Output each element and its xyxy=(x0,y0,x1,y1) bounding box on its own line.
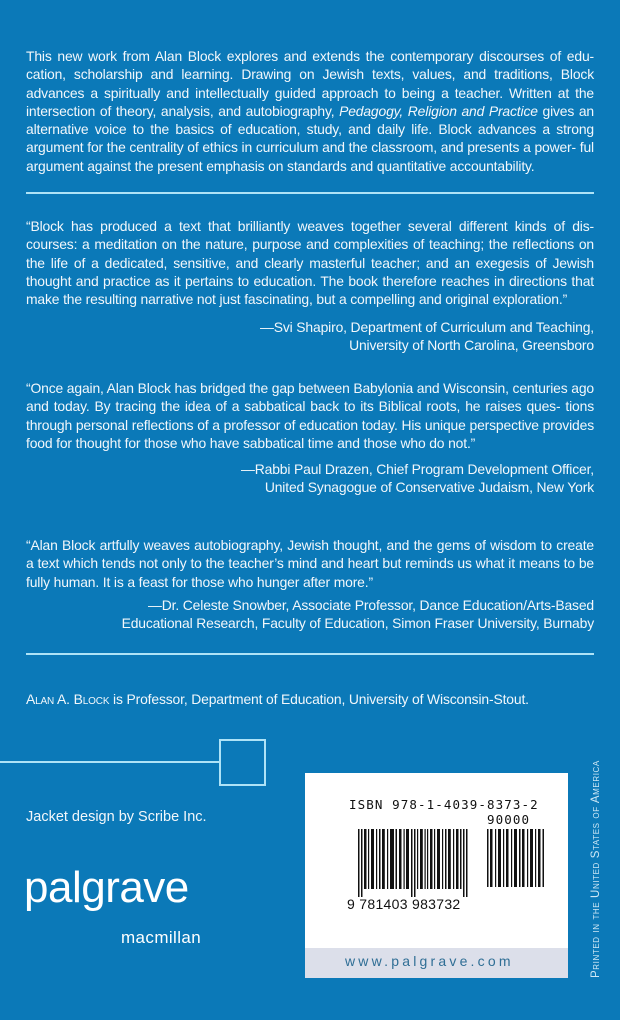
quote-2-attribution-line2: United Synagogue of Conservative Judaism, New York xyxy=(264,479,594,496)
quote-2-attribution-line1: —Rabbi Paul Drazen, Chief Program Development Officer, xyxy=(241,461,594,477)
isbn-barcode-box xyxy=(305,773,568,978)
description-text-2: gives an alternative voice to the basics of education, study, and daily life. Block advances a strong argument for the centrality of ethics in curriculum and the classroom, and presents a power- ful argument against the present emphasis on standards and quantitative accountability. xyxy=(26,102,594,174)
author-name: Alan A. Block xyxy=(26,691,110,707)
separator-rule-top xyxy=(26,192,594,194)
quote-2-text: “Once again, Alan Block has bridged the gap between Babylonia and Wisconsin, centuries ago and today. By tracing the idea of a sabbatical back to its Biblical roots, he raises ques- tions through personal reflections of a professor of education today. His unique perspective provides food for thought for those who have sabbatical time and those who do not.” xyxy=(26,380,594,451)
quote-3-attribution xyxy=(26,596,594,633)
book-title-italic: Pedagogy, Religion and Practice xyxy=(339,102,538,119)
quote-1-attribution xyxy=(26,318,594,355)
book-description xyxy=(26,47,594,175)
quote-3-attribution-line2: Educational Research, Faculty of Education, Simon Fraser University, Burnaby xyxy=(121,615,594,632)
separator-rule-bottom xyxy=(26,653,594,655)
quote-2-attribution xyxy=(26,460,594,497)
macmillan-logo: macmillan xyxy=(121,928,202,947)
publisher-url: www.palgrave.com xyxy=(345,953,514,969)
quote-1-attribution-line1: —Svi Shapiro, Department of Curriculum and Teaching, xyxy=(260,319,594,335)
quote-3-text: “Alan Block artfully weaves autobiography, Jewish thought, and the gems of wisdom to create a text which tends not only to the teacher’s mind and heart but reminds us what it means to be fully human. It is a feast for those who hunger after more.” xyxy=(26,537,594,590)
quote-1-attribution-line2: University of North Carolina, Greensboro xyxy=(349,337,594,354)
ean-digits: 9 781403 983732 xyxy=(347,896,461,912)
author-bio-text: is Professor, Department of Education, University of Wisconsin-Stout. xyxy=(109,691,529,707)
url-strip xyxy=(305,948,568,978)
addon-barcode-icon xyxy=(487,829,545,887)
quote-3-attribution-line1: —Dr. Celeste Snowber, Associate Professor, Dance Education/Arts-Based xyxy=(148,597,594,613)
price-addon-code: 90000 xyxy=(487,812,531,827)
isbn-label: ISBN 978-1-4039-8373-2 xyxy=(349,797,539,812)
ean-barcode-icon xyxy=(358,829,470,897)
description-text-1: This new work from Alan Block explores and extends the contemporary discourses of edu- cation, scholarship and learning. Drawing on Jewish texts, values, and traditions, Block advances a spiritually and intellectually guided approach to being a teacher. Written at the intersection of theory, analysis, and autobiography, xyxy=(26,48,594,119)
decorative-square-icon xyxy=(219,739,266,786)
author-bio xyxy=(26,691,529,707)
printed-in-notice: Printed in the United States of America xyxy=(590,760,602,978)
palgrave-logo: palgrave xyxy=(24,863,189,912)
quote-1-text: “Block has produced a text that brilliantly weaves together several different kinds of dis- courses: a meditation on the nature, purpose and complexities of teaching; the reflections on the life of a dedicated, sensitive, and clearly masterful teacher; and an exegesis of Jewish thought and practice as it pertains to education. The book therefore reaches in directions that make the resulting narrative not just fascinating, but a compelling and original exploration.” xyxy=(26,218,594,308)
jacket-design-credit: Jacket design by Scribe Inc. xyxy=(26,809,207,825)
decorative-line xyxy=(0,761,220,763)
